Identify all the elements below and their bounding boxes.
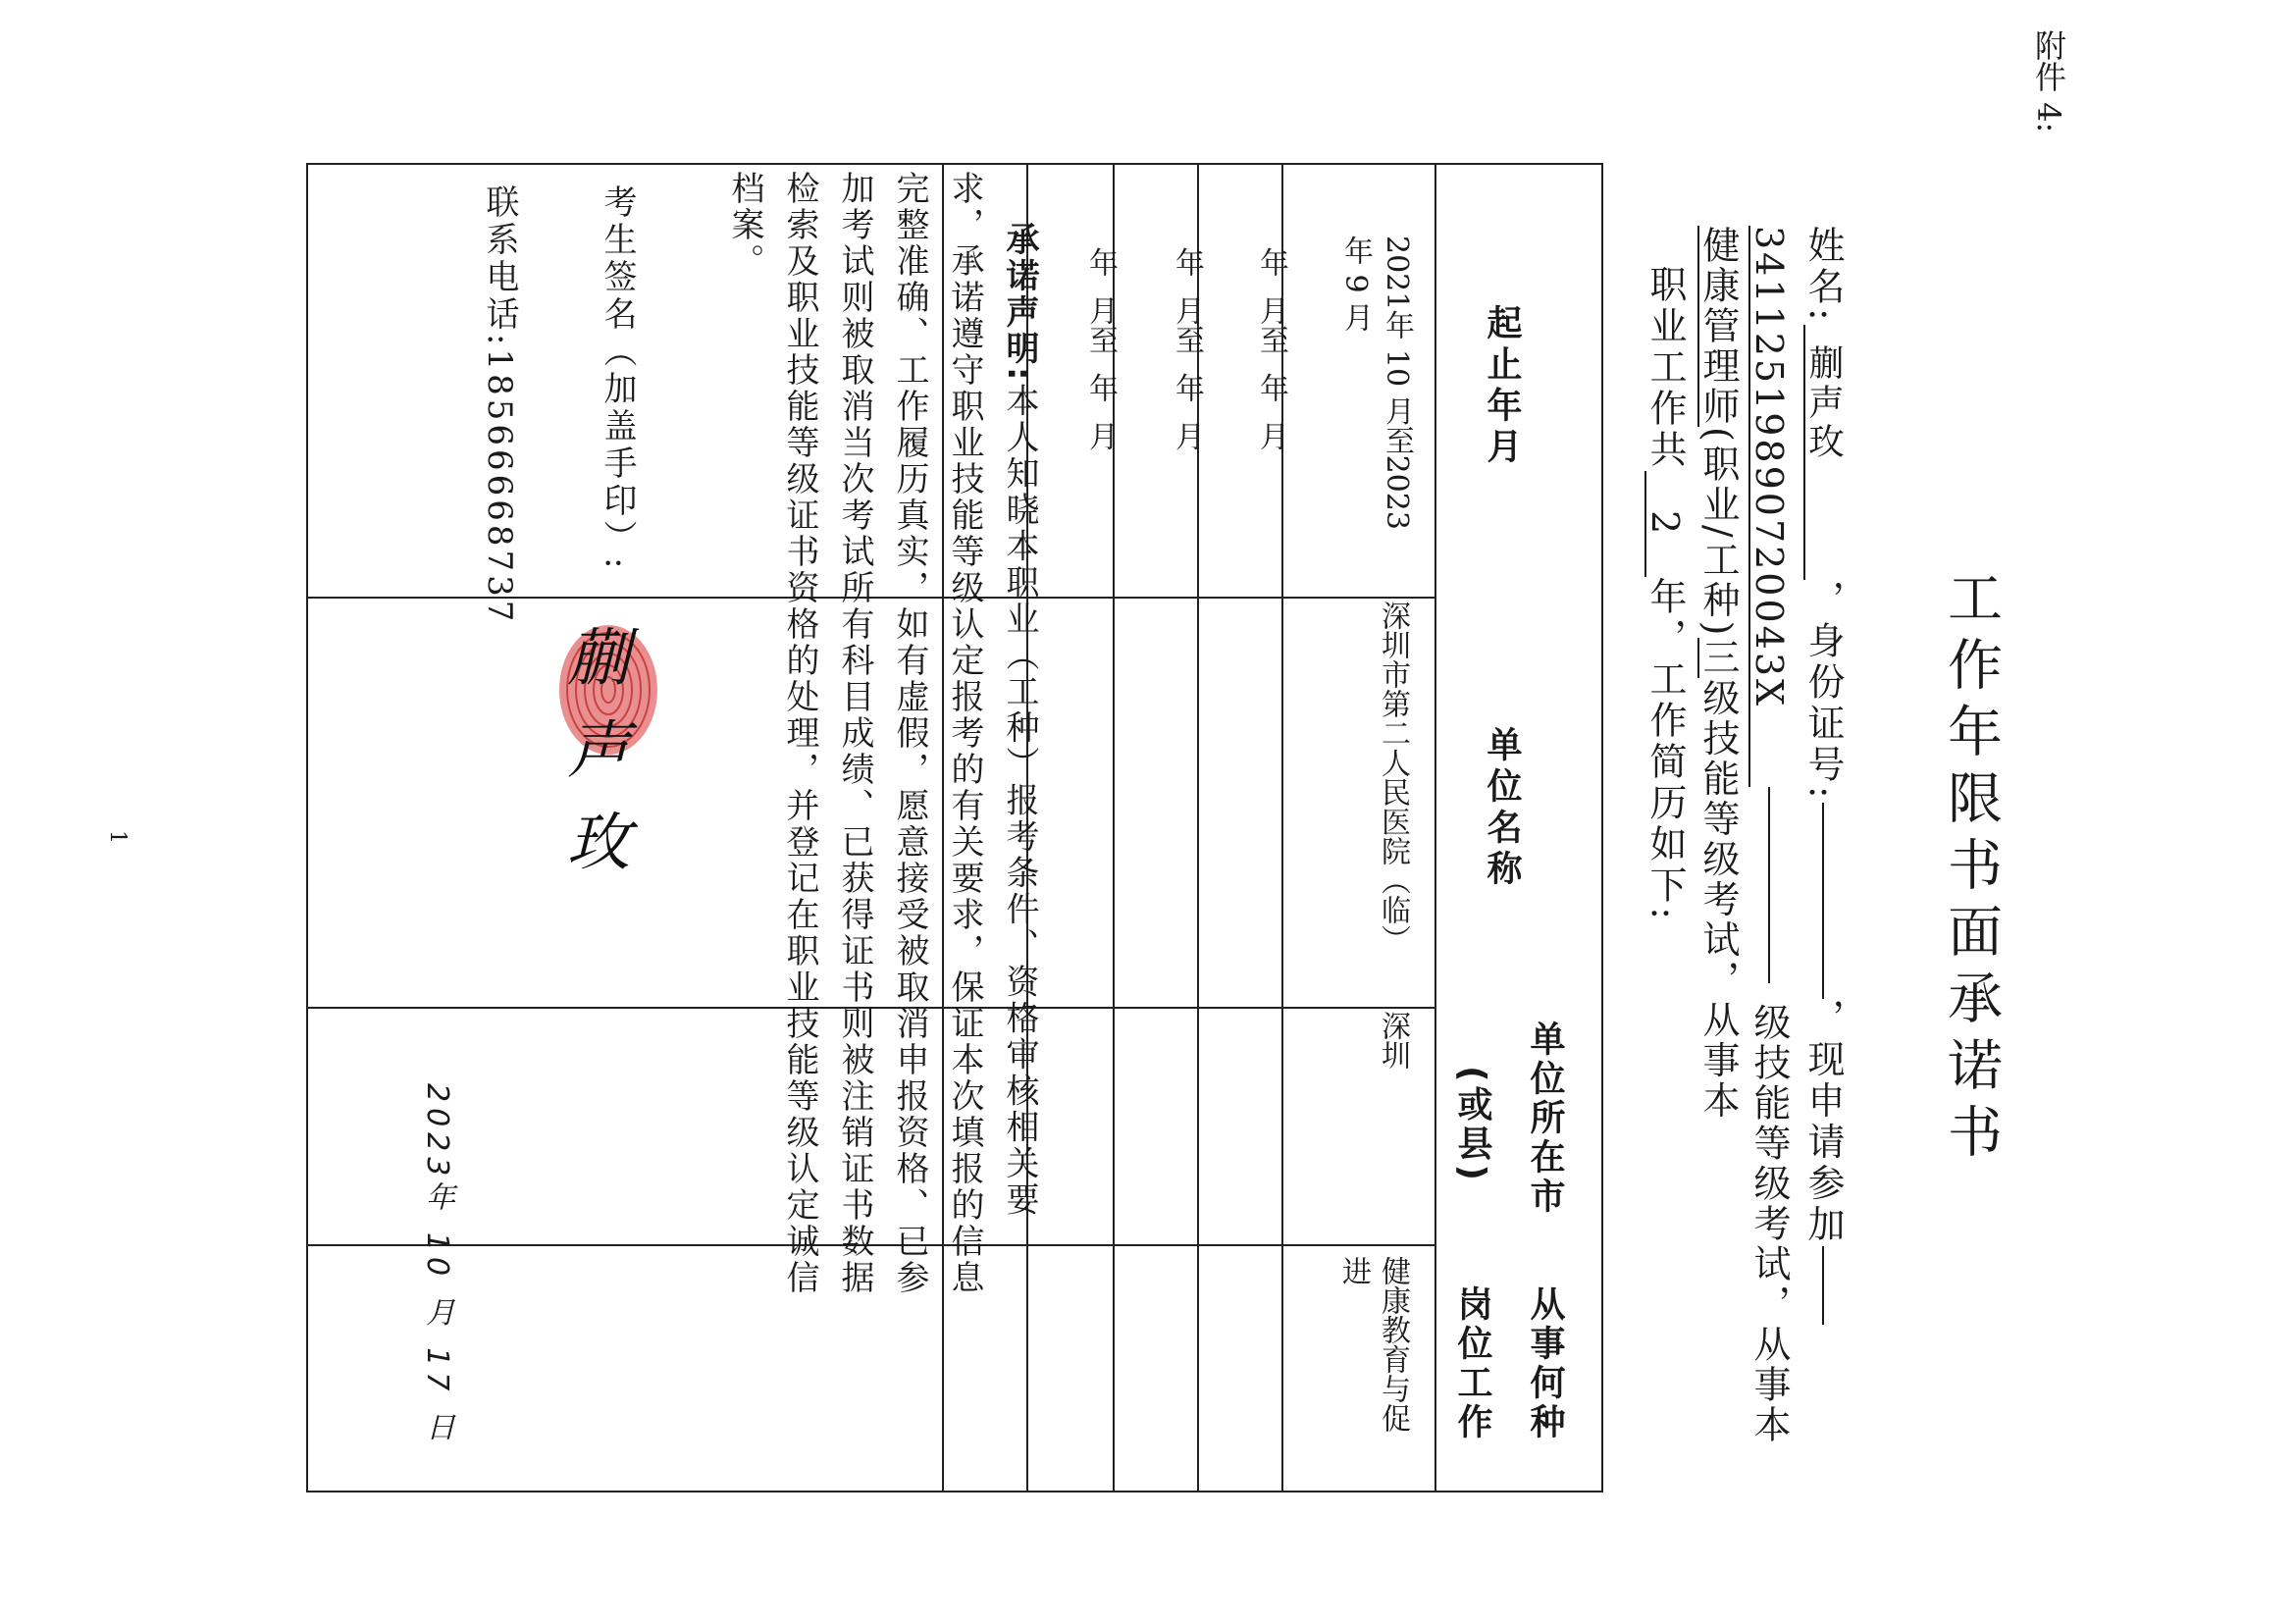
declaration-line-1 <box>1000 222 1039 1219</box>
phone-line <box>480 184 519 626</box>
row-1-post-line-2: 进 <box>1336 1256 1371 1285</box>
header-unit-name: 单位名称 <box>1482 726 1522 891</box>
header-location-2: (或县) <box>1452 1066 1492 1184</box>
id-label: ，身份证号: <box>1801 579 1845 803</box>
declaration-heading: 承诺声明: <box>1000 222 1039 384</box>
attachment-label: 附件 4: <box>2030 29 2067 133</box>
page-number: 1 <box>105 830 130 844</box>
work-years-tail: 年，工作简历如下: <box>1644 577 1687 923</box>
signature-date: 2023年 10 月 17 日 <box>420 1083 454 1447</box>
row-1-unit-name: 深圳市第二人民医院（临） <box>1376 601 1410 954</box>
work-years-label: 职业工作共 <box>1644 265 1687 471</box>
row-4-period: 年 月至 年 月 <box>1083 247 1118 451</box>
apply-text: ，现申请参加 <box>1801 998 1845 1246</box>
page-title: 工作年限书面承诺书 <box>1939 569 2003 1170</box>
header-location-1: 单位所在市 <box>1525 1021 1565 1217</box>
name-value: 蒯声玫 <box>1803 325 1841 580</box>
id-number: 34112519890720043X <box>1748 226 1788 787</box>
header-post-2: 岗位工作 <box>1452 1285 1492 1442</box>
intro-line-3 <box>1696 226 1740 1122</box>
header-period: 起止年月 <box>1482 304 1522 469</box>
name-label: 姓名: <box>1801 226 1845 325</box>
row-1-location: 深圳 <box>1376 1011 1410 1070</box>
row-1-period-line-1: 2021年 10 月至2023 <box>1380 236 1414 530</box>
intro-line-2 <box>1748 226 1791 1446</box>
occupation-note: (职业/工种) <box>1696 427 1740 639</box>
declaration-text-1: 本人知晓本职业（工种）报考条件、资格审核相关要 <box>1000 383 1039 1219</box>
work-years-value: 2 <box>1644 471 1684 577</box>
declaration-line-5: 检索及职业技能等级证书资格的处理，并登记在职业技能等级认定诚信 <box>780 171 819 1296</box>
declaration-line-3: 完整准确、工作履历真实，如有虚假，愿意接受被取消申报资格、已参 <box>890 171 929 1296</box>
declaration-line-4: 加考试则被取消当次考试所有科目成绩、已获得证书则被注销证书数据 <box>835 171 874 1296</box>
handwritten-signature: 蒯声玫 <box>556 624 629 901</box>
declaration-line-2: 求，承诺遵守职业技能等级认定报考的有关要求，保证本次填报的信息 <box>945 171 984 1296</box>
row-2-period: 年 月至 年 月 <box>1254 247 1288 451</box>
signature-label: 考生签名（加盖手印）: <box>598 184 637 573</box>
row-1-post-line-1: 健康教育与促 <box>1376 1256 1410 1433</box>
row-3-period: 年 月至 年 月 <box>1170 247 1204 451</box>
phone-value: 18566668737 <box>480 348 519 626</box>
header-post-1: 从事何种 <box>1525 1285 1565 1442</box>
level-text: 级技能等级考试，从事本 <box>1696 678 1740 1122</box>
row-1-period-line-2: 年 9 月 <box>1338 236 1373 333</box>
level-value: 三 <box>1696 638 1740 679</box>
intro-line-4 <box>1644 265 1687 923</box>
phone-label: 联系电话: <box>480 184 519 349</box>
occupation-value: 健康管理师 <box>1696 226 1740 427</box>
declaration-line-6: 档案。 <box>725 171 764 280</box>
intro-line-1 <box>1801 226 1845 1325</box>
apply-text-cont: 级技能等级考试，从事本 <box>1748 1003 1791 1446</box>
